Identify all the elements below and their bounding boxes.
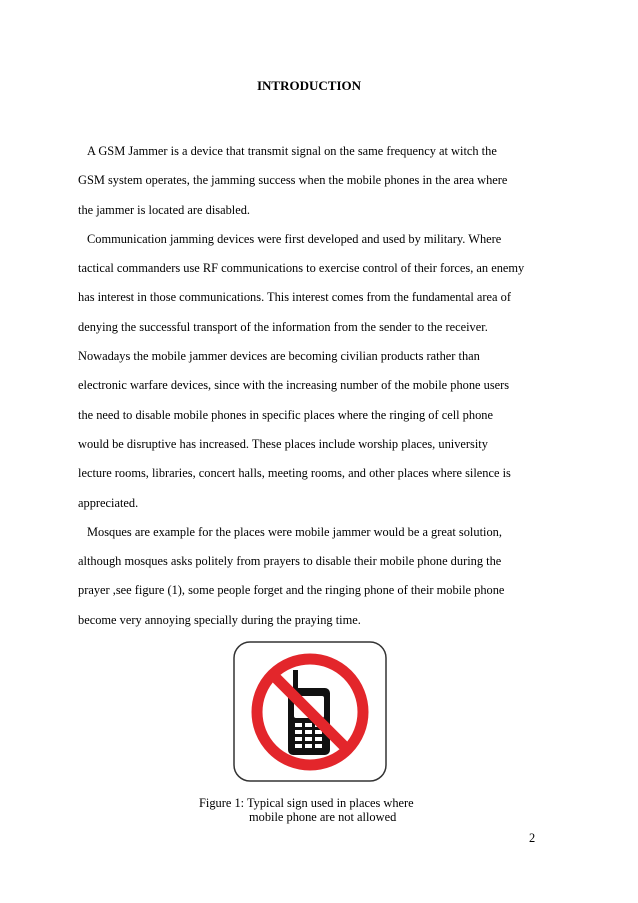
text-line: the jammer is located are disabled.: [78, 202, 251, 217]
text-line: become very annoying specially during the praying time.: [78, 612, 361, 627]
body-text: [78, 137, 548, 635]
text-line: GSM system operates, the jamming success when the mobile phones in the area where: [78, 173, 508, 188]
text-line: would be disruptive has increased. These places include worship places, university: [78, 436, 488, 451]
text-line: tactical commanders use RF communications to exercise control of their forces, an enemy: [78, 261, 525, 276]
figure-caption: [199, 796, 414, 824]
text-line: prayer ,see figure (1), some people forget and the ringing phone of their mobile phone: [78, 583, 505, 598]
text-line: denying the successful transport of the information from the sender to the receiver.: [78, 319, 488, 334]
page-number: 2: [529, 831, 536, 845]
text-line: appreciated.: [78, 495, 139, 510]
text-line: electronic warfare devices, since with the increasing number of the mobile phone users: [78, 378, 510, 393]
figure-caption-line: Figure 1: Typical sign used in places where: [199, 796, 414, 810]
no-mobile-phone-sign: [233, 641, 387, 782]
text-line: lecture rooms, libraries, concert halls, meeting rooms, and other places where silence is: [78, 466, 511, 481]
figure-caption-line: mobile phone are not allowed: [249, 810, 397, 824]
text-line: Communication jamming devices were first developed and used by military. Where: [87, 231, 502, 246]
text-line: has interest in those communications. This interest comes from the fundamental area of: [78, 290, 511, 305]
text-line: the need to disable mobile phones in specific places where the ringing of cell phone: [78, 407, 493, 422]
text-line: Nowadays the mobile jammer devices are becoming civilian products rather than: [78, 349, 480, 364]
text-line: A GSM Jammer is a device that transmit signal on the same frequency at witch the: [87, 144, 497, 158]
page-title: INTRODUCTION: [256, 78, 361, 93]
paragraph-2: [78, 225, 548, 518]
text-line: Mosques are example for the places were mobile jammer would be a great solution,: [87, 524, 502, 539]
paragraph-3: [78, 518, 548, 635]
paragraph-1: [78, 137, 548, 225]
no-mobile-phone-sign-icon: [233, 641, 387, 782]
text-line: although mosques asks politely from prayers to disable their mobile phone during the: [78, 554, 502, 569]
